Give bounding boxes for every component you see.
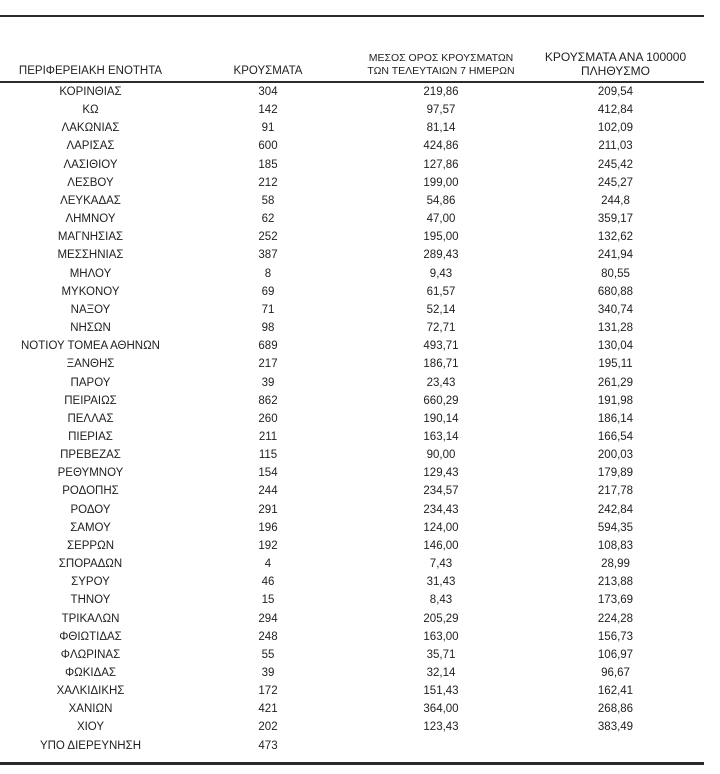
region-name-cell: ΣΕΡΡΩΝ xyxy=(66,539,115,552)
header-per100k-line1: ΚΡΟΥΣΜΑΤΑ ΑΝΑ 100000 xyxy=(544,50,687,64)
per100k-cell: 245,27 xyxy=(597,176,634,189)
avg7-cell: 151,43 xyxy=(423,685,459,698)
per100k-cell: 268,86 xyxy=(597,703,634,716)
region-name-cell: ΡΕΘΥΜΝΟΥ xyxy=(57,467,124,480)
region-name-cell: ΦΘΙΩΤΙΔΑΣ xyxy=(59,630,122,643)
avg7-cell: 54,86 xyxy=(426,194,456,207)
table-row xyxy=(0,101,704,119)
per100k-cell: 102,09 xyxy=(597,122,634,135)
table-row xyxy=(0,283,704,301)
per100k-cell: 179,89 xyxy=(597,467,634,480)
table-row xyxy=(0,210,704,228)
region-name-cell: ΚΩ xyxy=(82,104,99,117)
avg7-cell: 163,14 xyxy=(423,430,459,443)
avg7-cell: 123,43 xyxy=(423,721,459,734)
per100k-cell: 156,73 xyxy=(597,630,634,643)
header-cases-label: ΚΡΟΥΣΜΑΤΑ xyxy=(233,65,303,77)
header-avg7-line1: ΜΕΣΟΣ ΟΡΟΣ ΚΡΟΥΣΜΑΤΩΝ xyxy=(368,52,514,64)
avg7-cell: 163,00 xyxy=(423,630,459,643)
table-row xyxy=(0,646,704,664)
per100k-cell: 383,49 xyxy=(597,721,634,734)
per100k-cell: 195,11 xyxy=(598,358,633,371)
cases-cell: 185 xyxy=(258,158,278,171)
table-row xyxy=(0,519,704,537)
cases-cell: 154 xyxy=(258,467,278,480)
avg7-cell: 35,71 xyxy=(426,648,456,661)
cases-cell: 46 xyxy=(261,576,275,589)
cases-cell: 260 xyxy=(258,412,278,425)
region-name-cell: ΜΑΓΝΗΣΙΑΣ xyxy=(57,231,124,244)
table-row xyxy=(0,555,704,573)
avg7-cell: 205,29 xyxy=(423,612,459,625)
cases-cell: 217 xyxy=(258,358,278,371)
region-name-cell: ΠΕΙΡΑΙΩΣ xyxy=(64,394,117,407)
cases-cell: 473 xyxy=(258,739,278,752)
region-name-cell: ΡΟΔΟΠΗΣ xyxy=(62,485,119,498)
table-row xyxy=(0,156,704,174)
per100k-cell: 28,99 xyxy=(601,558,630,571)
table-row xyxy=(0,737,704,755)
header-per100k-line2: ΠΛΗΘΥΣΜΟ xyxy=(580,64,651,78)
per100k-cell: 213,88 xyxy=(597,576,634,589)
table-row xyxy=(0,610,704,628)
table-row xyxy=(0,682,704,700)
table-row xyxy=(0,137,704,155)
region-name-cell: ΛΑΡΙΣΑΣ xyxy=(66,140,115,153)
per100k-cell: 359,17 xyxy=(597,213,634,226)
avg7-cell: 289,43 xyxy=(423,249,459,262)
table-row xyxy=(0,119,704,137)
per100k-cell: 96,67 xyxy=(601,667,630,679)
region-name-cell: ΜΗΛΟΥ xyxy=(69,267,112,280)
per100k-cell: 594,35 xyxy=(597,521,634,534)
region-name-cell: ΝΗΣΩΝ xyxy=(70,322,111,335)
avg7-cell: 234,43 xyxy=(423,503,459,516)
avg7-cell: 8,43 xyxy=(429,594,453,607)
table-row xyxy=(0,446,704,464)
per100k-cell: 412,84 xyxy=(597,104,634,117)
region-name-cell: ΦΛΩΡΙΝΑΣ xyxy=(60,648,121,661)
avg7-cell: 90,00 xyxy=(426,449,456,462)
region-name-cell: ΣΑΜΟΥ xyxy=(70,521,111,534)
header-avg7 xyxy=(355,16,527,82)
cases-cell: 69 xyxy=(261,285,275,298)
table-row xyxy=(0,628,704,646)
table-row xyxy=(0,228,704,246)
region-name-cell: ΛΑΚΩΝΙΑΣ xyxy=(61,122,120,135)
region-name-cell: ΠΡΕΒΕΖΑΣ xyxy=(60,449,121,462)
cases-cell: 252 xyxy=(258,231,278,244)
cases-cell: 212 xyxy=(258,176,278,189)
table-row xyxy=(0,482,704,500)
per100k-cell: 224,28 xyxy=(597,612,634,625)
per100k-cell: 106,97 xyxy=(597,648,634,661)
region-name-cell: ΞΑΝΘΗΣ xyxy=(66,358,115,371)
cases-cell: 172 xyxy=(258,685,278,698)
cases-cell: 291 xyxy=(258,503,278,516)
cases-cell: 600 xyxy=(258,140,278,153)
per100k-cell: 131,28 xyxy=(597,322,634,335)
cases-cell: 862 xyxy=(258,394,278,407)
avg7-cell: 23,43 xyxy=(426,376,456,389)
avg7-cell: 31,43 xyxy=(426,576,456,589)
per100k-cell: 209,54 xyxy=(597,86,634,98)
cases-cell: 387 xyxy=(258,249,278,262)
region-name-cell: ΣΠΟΡΑΔΩΝ xyxy=(58,558,123,571)
cases-cell: 58 xyxy=(261,194,275,207)
region-name-cell: ΠΙΕΡΙΑΣ xyxy=(68,430,113,443)
table-row xyxy=(0,374,704,392)
header-region-label: ΠΕΡΙΦΕΡΕΙΑΚΗ ΕΝΟΤΗΤΑ xyxy=(18,65,163,77)
table-row xyxy=(0,82,704,101)
avg7-cell: 234,57 xyxy=(423,485,459,498)
header-row xyxy=(0,16,704,82)
table-row xyxy=(0,174,704,192)
per100k-cell: 245,42 xyxy=(597,158,634,171)
region-name-cell: ΥΠΟ ΔΙΕΡΕΥΝΗΣΗ xyxy=(39,739,142,752)
per100k-cell: 130,04 xyxy=(597,340,634,353)
per100k-cell: 211,03 xyxy=(598,140,633,153)
avg7-cell: 52,14 xyxy=(426,303,456,316)
avg7-cell: 364,00 xyxy=(423,703,459,716)
avg7-cell: 129,43 xyxy=(423,467,459,480)
region-name-cell: ΝΑΞΟΥ xyxy=(70,303,111,316)
cases-cell: 421 xyxy=(258,703,278,716)
avg7-cell: 97,57 xyxy=(426,104,456,117)
region-name-cell: ΠΑΡΟΥ xyxy=(70,376,111,389)
table-row xyxy=(0,392,704,410)
region-name-cell: ΛΕΥΚΑΔΑΣ xyxy=(60,194,121,207)
cases-cell: 142 xyxy=(258,104,278,117)
table-body xyxy=(0,82,704,755)
region-name-cell: ΛΕΣΒΟΥ xyxy=(67,176,114,189)
cases-cell: 244 xyxy=(258,485,278,498)
table-row xyxy=(0,192,704,210)
per100k-cell: 200,03 xyxy=(597,449,634,462)
cases-cell: 55 xyxy=(261,648,275,661)
per100k-cell: 244,8 xyxy=(601,194,630,207)
per100k-cell: 680,88 xyxy=(597,285,634,298)
region-name-cell: ΠΕΛΛΑΣ xyxy=(67,412,114,425)
avg7-cell: 7,43 xyxy=(429,558,453,571)
avg7-cell: 424,86 xyxy=(423,140,459,153)
avg7-cell: 146,00 xyxy=(423,539,459,552)
avg7-cell: 219,86 xyxy=(423,86,459,98)
per100k-cell: 108,83 xyxy=(597,539,634,552)
avg7-cell: 195,00 xyxy=(423,231,459,244)
avg7-cell: 81,14 xyxy=(426,122,456,135)
table-row xyxy=(0,301,704,319)
per100k-cell: 261,29 xyxy=(597,376,634,389)
cases-cell: 115 xyxy=(258,449,278,462)
table-row xyxy=(0,410,704,428)
cases-cell: 304 xyxy=(258,86,278,98)
avg7-cell: 660,29 xyxy=(423,394,459,407)
per100k-cell: 186,14 xyxy=(597,412,634,425)
per100k-cell: 166,54 xyxy=(597,430,634,443)
cases-cell: 248 xyxy=(258,630,278,643)
per100k-cell: 162,41 xyxy=(597,685,634,698)
table-row xyxy=(0,428,704,446)
table-row xyxy=(0,355,704,373)
region-name-cell: ΜΥΚΟΝΟΥ xyxy=(61,285,120,298)
region-name-cell: ΛΗΜΝΟΥ xyxy=(65,213,116,226)
cases-cell: 4 xyxy=(264,558,272,571)
avg7-cell: 493,71 xyxy=(423,340,459,353)
table-row xyxy=(0,265,704,283)
cases-cell: 71 xyxy=(261,303,275,316)
per100k-cell: 340,74 xyxy=(597,303,634,316)
header-avg7-line2: ΤΩΝ ΤΕΛΕΥΤΑΙΩΝ 7 ΗΜΕΡΩΝ xyxy=(367,65,515,77)
header-per100k xyxy=(527,16,704,82)
avg7-cell: 72,71 xyxy=(426,322,456,335)
region-name-cell: ΤΗΝΟΥ xyxy=(70,594,111,607)
per100k-cell: 80,55 xyxy=(601,267,630,280)
cases-cell: 62 xyxy=(261,213,275,226)
region-name-cell: ΧΑΝΙΩΝ xyxy=(68,703,113,716)
table-row xyxy=(0,319,704,337)
cases-cell: 8 xyxy=(264,267,272,280)
table-row xyxy=(0,464,704,482)
per100k-cell: 173,69 xyxy=(597,594,634,607)
region-name-cell: ΣΥΡΟΥ xyxy=(71,576,110,589)
region-name-cell: ΧΑΛΚΙΔΙΚΗΣ xyxy=(56,685,125,698)
header-cases xyxy=(181,16,355,82)
avg7-cell: 127,86 xyxy=(423,158,459,171)
avg7-cell: 61,57 xyxy=(426,285,456,298)
avg7-cell: 199,00 xyxy=(423,176,459,189)
table-row xyxy=(0,591,704,609)
table-row xyxy=(0,246,704,264)
region-name-cell: ΡΟΔΟΥ xyxy=(70,503,111,516)
cases-cell: 689 xyxy=(258,340,278,353)
table-row xyxy=(0,700,704,718)
table-header xyxy=(0,16,704,82)
region-name-cell: ΚΟΡΙΝΘΙΑΣ xyxy=(59,86,122,98)
per100k-cell: 132,62 xyxy=(597,231,634,244)
table-row xyxy=(0,337,704,355)
regional-cases-table xyxy=(0,15,704,755)
region-name-cell: ΤΡΙΚΑΛΩΝ xyxy=(61,612,120,625)
per100k-cell xyxy=(527,737,704,755)
table-row xyxy=(0,718,704,736)
table-row xyxy=(0,501,704,519)
cases-cell: 39 xyxy=(261,376,275,389)
avg7-cell: 190,14 xyxy=(423,412,459,425)
region-name-cell: ΝΟΤΙΟΥ ΤΟΜΕΑ ΑΘΗΝΩΝ xyxy=(21,340,160,353)
cases-cell: 192 xyxy=(258,539,278,552)
region-name-cell: ΧΙΟΥ xyxy=(76,721,105,734)
table-row xyxy=(0,573,704,591)
cases-cell: 211 xyxy=(258,430,278,443)
avg7-cell: 47,00 xyxy=(426,213,456,226)
avg7-cell: 32,14 xyxy=(426,667,456,679)
per100k-cell: 191,98 xyxy=(597,394,634,407)
avg7-cell: 9,43 xyxy=(429,267,453,280)
header-region xyxy=(0,16,181,82)
table-row xyxy=(0,664,704,682)
per100k-cell: 217,78 xyxy=(597,485,634,498)
cases-cell: 15 xyxy=(261,594,275,607)
region-name-cell: ΜΕΣΣΗΝΙΑΣ xyxy=(57,249,124,262)
region-name-cell: ΦΩΚΙΔΑΣ xyxy=(64,667,117,679)
cases-cell: 294 xyxy=(258,612,278,625)
cases-cell: 98 xyxy=(261,322,275,335)
table-row xyxy=(0,537,704,555)
cases-cell: 202 xyxy=(258,721,278,734)
cases-cell: 39 xyxy=(261,667,275,679)
region-name-cell: ΛΑΣΙΘΙΟΥ xyxy=(63,158,118,171)
bottom-rule xyxy=(0,762,704,765)
cases-cell: 196 xyxy=(258,521,278,534)
avg7-cell xyxy=(355,737,527,755)
per100k-cell: 241,94 xyxy=(597,249,634,262)
per100k-cell: 242,84 xyxy=(597,503,634,516)
avg7-cell: 124,00 xyxy=(423,521,459,534)
avg7-cell: 186,71 xyxy=(423,358,459,371)
cases-cell: 91 xyxy=(261,122,275,135)
